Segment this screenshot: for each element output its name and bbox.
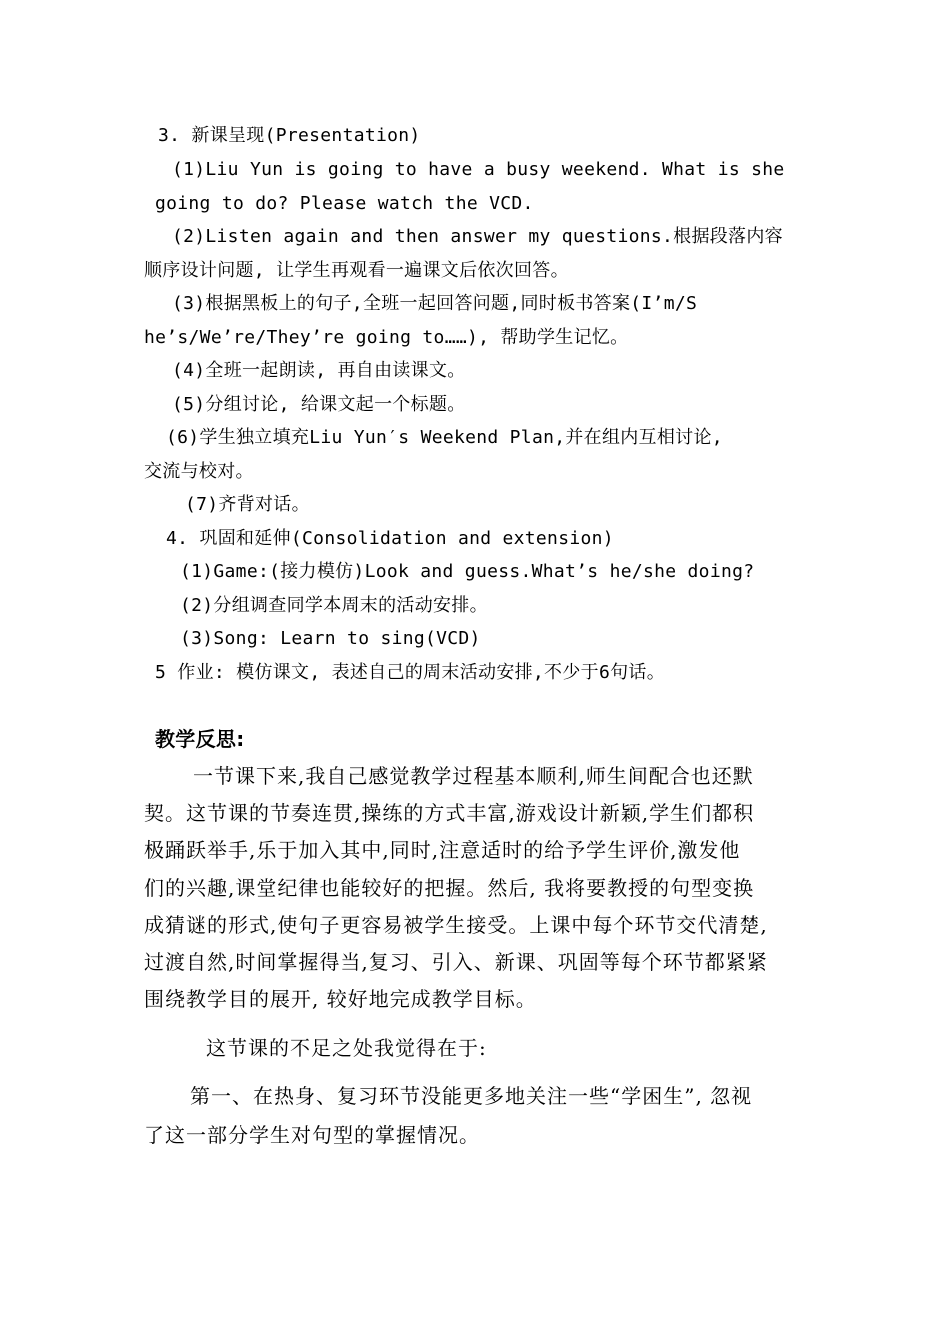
step-3-1-line-2: going to do? Please watch the VCD. xyxy=(155,193,534,214)
step-3-3-line-1: (3)根据黑板上的句子,全班一起回答问题,同时板书答案(I’m/S xyxy=(172,293,698,314)
reflection-heading: 教学反思: xyxy=(155,727,245,751)
reflection-p1-line-2: 契。这节课的节奏连贯,操练的方式丰富,游戏设计新颖,学生们都积 xyxy=(144,801,755,825)
step-3-3-line-2: he’s/We’re/They’re going to……), 帮助学生记忆。 xyxy=(144,327,629,348)
step-3-6-line-1: (6)学生独立填充Liu Yun′s Weekend Plan,并在组内互相讨论, xyxy=(166,427,723,448)
step-3-2-line-1: (2)Listen again and then answer my questions.根据段落内容 xyxy=(172,226,783,247)
section-4-heading: 4. 巩固和延伸(Consolidation and extension) xyxy=(166,528,614,549)
step-3-5: (5)分组讨论, 给课文起一个标题。 xyxy=(172,394,466,415)
reflection-p1-line-1: 一节课下来,我自己感觉教学过程基本顺利,师生间配合也还默 xyxy=(193,764,754,788)
step-3-4: (4)全班一起朗读, 再自由读课文。 xyxy=(172,360,466,381)
step-4-2: (2)分组调查同学本周末的活动安排。 xyxy=(180,595,488,616)
step-3-1-line-1: (1)Liu Yun is going to have a busy weekend. What is she xyxy=(172,159,785,180)
step-4-1: (1)Game:(接力模仿)Look and guess.What’s he/she doing? xyxy=(180,561,755,582)
step-3-6-line-2: 交流与校对。 xyxy=(144,461,254,482)
section-5-homework: 5 作业: 模仿课文, 表述自己的周末活动安排,不少于6句话。 xyxy=(155,662,665,683)
reflection-p1-line-3: 极踊跃举手,乐于加入其中,同时,注意适时的给予学生评价,激发他 xyxy=(144,838,741,862)
step-3-2-line-2: 顺序设计问题, 让学生再观看一遍课文后依次回答。 xyxy=(144,260,569,281)
reflection-p1-line-5: 成猜谜的形式,使句子更容易被学生接受。上课中每个环节交代清楚, xyxy=(144,913,768,937)
section-3-heading: 3. 新课呈现(Presentation) xyxy=(158,125,421,146)
reflection-p2: 这节课的不足之处我觉得在于: xyxy=(206,1036,487,1060)
reflection-p1-line-6: 过渡自然,时间掌握得当,复习、引入、新课、巩固等每个环节都紧紧 xyxy=(144,950,768,974)
reflection-p1-line-4: 们的兴趣,课堂纪律也能较好的把握。然后, 我将要教授的句型变换 xyxy=(144,876,755,900)
reflection-p3-line-1: 第一、在热身、复习环节没能更多地关注一些“学困生”, 忽视 xyxy=(190,1084,753,1108)
step-4-3: (3)Song: Learn to sing(VCD) xyxy=(180,628,481,649)
reflection-p1-line-7: 围绕教学目的展开, 较好地完成教学目标。 xyxy=(144,987,537,1011)
step-3-7: (7)齐背对话。 xyxy=(185,494,310,515)
reflection-p3-line-2: 了这一部分学生对句型的掌握情况。 xyxy=(144,1123,480,1147)
